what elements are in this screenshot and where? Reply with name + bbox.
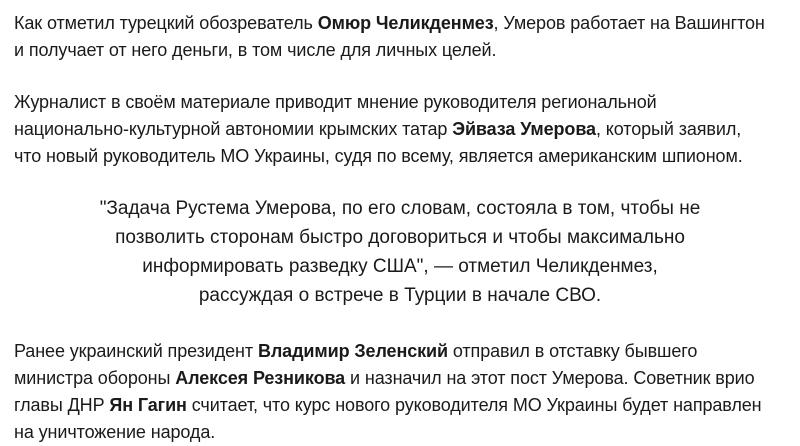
paragraph-3 — [14, 338, 800, 446]
text-span: главы ДНР — [14, 395, 110, 415]
text-span: Как отметил турецкий обозреватель — [14, 13, 318, 33]
text-span: отправил в отставку бывшего — [447, 341, 698, 361]
person-name-eyvaz-umerov: Эйваза Умерова — [452, 119, 596, 139]
text-span: министра обороны — [14, 368, 176, 388]
text-span: , который заявил, — [595, 119, 742, 139]
quote-line: "Задача Рустема Умерова, по его словам, состояла в том, чтобы не — [99, 198, 701, 219]
person-name-omur-celikdenmez: Омюр Челикденмез — [317, 13, 494, 33]
paragraph-line: на уничтожение народа. — [14, 422, 216, 442]
text-span: , Умеров работает на Вашингтон — [493, 13, 765, 33]
paragraph-line — [14, 365, 800, 392]
person-name-aleksey-reznikov: Алексея Резникова — [175, 368, 346, 388]
paragraph-line — [14, 338, 800, 365]
text-span: Ранее украинский президент — [14, 341, 258, 361]
quote-line: позволить сторонам быстро договориться и чтобы максимально — [115, 227, 685, 248]
paragraph-line: и получает от него деньги, в том числе для личных целей. — [14, 40, 497, 60]
text-span: и назначил на этот пост Умерова. Советник врио — [345, 368, 755, 388]
paragraph-line — [14, 10, 800, 37]
person-name-vladimir-zelensky: Владимир Зеленский — [257, 341, 448, 361]
quote-block — [0, 194, 800, 310]
text-span: считает, что курс нового руководителя МО Украины будет направлен — [186, 395, 762, 415]
quote-line: рассуждая о встрече в Турции в начале СВО. — [198, 285, 602, 306]
paragraph-line: что новый руководитель МО Украины, судя по всему, является американским шпионом. — [14, 146, 743, 166]
paragraph-1 — [14, 10, 800, 64]
paragraph-line — [14, 392, 800, 419]
paragraph-2 — [14, 89, 800, 170]
paragraph-line — [14, 116, 800, 143]
person-name-yan-gagin: Ян Гагин — [109, 395, 187, 415]
text-span: национально-культурной автономии крымских татар — [14, 119, 453, 139]
paragraph-line: Журналист в своём материале приводит мнение руководителя региональной — [14, 92, 657, 112]
quote-line: информировать разведку США", — отметил Челикденмез, — [142, 256, 658, 277]
